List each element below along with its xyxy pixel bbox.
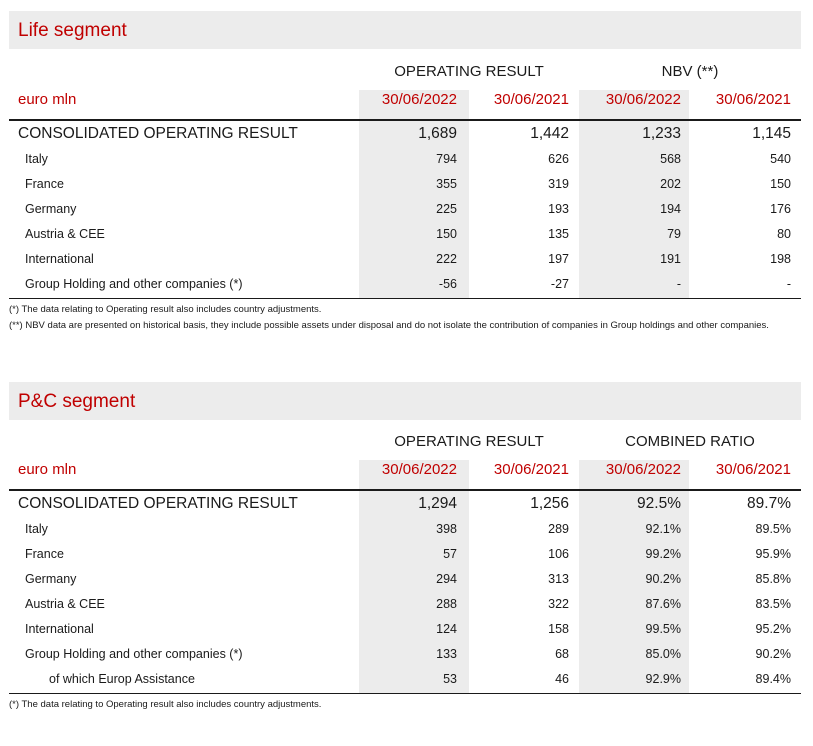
- row-label: International: [25, 622, 94, 636]
- pc-group-operating-result: OPERATING RESULT: [394, 433, 544, 450]
- value-cell: 319: [548, 177, 569, 191]
- value-cell: 57: [443, 547, 457, 561]
- table-row: [9, 221, 801, 246]
- value-cell: 225: [436, 202, 457, 216]
- value-cell: 150: [770, 177, 791, 191]
- value-cell: 289: [548, 522, 569, 536]
- value-cell: 1,442: [530, 125, 569, 142]
- value-cell: 568: [660, 152, 681, 166]
- table-row: [9, 271, 801, 296]
- value-cell: 79: [667, 227, 681, 241]
- value-cell: 92.9%: [645, 672, 681, 686]
- value-cell: 197: [548, 252, 569, 266]
- value-cell: 198: [770, 252, 791, 266]
- life-date-header: 30/06/2021: [715, 91, 791, 108]
- life-group-operating-result: OPERATING RESULT: [394, 63, 544, 80]
- value-cell: -27: [550, 277, 569, 291]
- table-row: [9, 516, 801, 541]
- pc-date-header: 30/06/2021: [493, 461, 569, 478]
- value-cell: 794: [436, 152, 457, 166]
- value-cell: 135: [548, 227, 569, 241]
- pc-unit-label: euro mln: [18, 461, 77, 478]
- value-cell: 294: [436, 572, 457, 586]
- row-label: Group Holding and other companies (*): [25, 277, 243, 291]
- value-cell: 80: [777, 227, 791, 241]
- life-date-header: 30/06/2021: [493, 91, 569, 108]
- value-cell: 53: [443, 672, 457, 686]
- value-cell: 83.5%: [755, 597, 791, 611]
- table-row: [9, 246, 801, 271]
- value-cell: 106: [548, 547, 569, 561]
- value-cell: -: [786, 277, 791, 291]
- life-unit-label: euro mln: [18, 91, 77, 108]
- value-cell: 176: [770, 202, 791, 216]
- table-row: [9, 591, 801, 616]
- value-cell: 322: [548, 597, 569, 611]
- value-cell: 1,294: [418, 495, 457, 512]
- value-cell: -: [676, 277, 681, 291]
- pc-footnote: (*) The data relating to Operating result also includes country adjustments.: [9, 699, 322, 710]
- value-cell: 355: [436, 177, 457, 191]
- value-cell: 68: [555, 647, 569, 661]
- value-cell: 626: [548, 152, 569, 166]
- value-cell: 85.0%: [645, 647, 681, 661]
- value-cell: 95.2%: [755, 622, 791, 636]
- value-cell: 124: [436, 622, 457, 636]
- value-cell: 288: [436, 597, 457, 611]
- value-cell: 99.2%: [645, 547, 681, 561]
- value-cell: -56: [438, 277, 457, 291]
- row-label: Group Holding and other companies (*): [25, 647, 243, 661]
- row-label: France: [25, 547, 64, 561]
- value-cell: 150: [436, 227, 457, 241]
- value-cell: 92.1%: [645, 522, 681, 536]
- life-segment-banner: [9, 11, 801, 49]
- value-cell: 46: [555, 672, 569, 686]
- row-label: International: [25, 252, 94, 266]
- life-segment-section: [9, 11, 801, 351]
- pc-segment-section: [9, 382, 801, 722]
- value-cell: 193: [548, 202, 569, 216]
- table-row: [9, 666, 801, 691]
- value-cell: 1,256: [530, 495, 569, 512]
- row-label: of which Europ Assistance: [49, 672, 195, 686]
- value-cell: 90.2%: [645, 572, 681, 586]
- value-cell: 222: [436, 252, 457, 266]
- life-date-header: 30/06/2022: [605, 91, 681, 108]
- value-cell: 92.5%: [637, 495, 681, 512]
- pc-segment-banner: [9, 382, 801, 420]
- value-cell: 89.5%: [755, 522, 791, 536]
- pc-segment-title: P&C segment: [18, 391, 136, 412]
- pc-bottom-rule: [9, 693, 801, 694]
- value-cell: 90.2%: [755, 647, 791, 661]
- table-row: [9, 616, 801, 641]
- value-cell: 191: [660, 252, 681, 266]
- pc-group-combined-ratio: COMBINED RATIO: [625, 433, 755, 450]
- life-date-header: 30/06/2022: [381, 91, 457, 108]
- value-cell: 87.6%: [645, 597, 681, 611]
- row-label: Italy: [25, 152, 48, 166]
- table-row: [9, 146, 801, 171]
- value-cell: 89.7%: [747, 495, 791, 512]
- row-label: Italy: [25, 522, 48, 536]
- row-label: CONSOLIDATED OPERATING RESULT: [18, 495, 298, 512]
- life-group-nbv: NBV (**): [661, 63, 719, 80]
- life-footnote: (**) NBV data are presented on historical basis, they include possible assets under disposal and do not isolate the contribution of companies in Group holdings and other companies.: [9, 320, 769, 331]
- life-segment-title: Life segment: [18, 20, 127, 41]
- table-row: [9, 566, 801, 591]
- table-row: [9, 541, 801, 566]
- value-cell: 398: [436, 522, 457, 536]
- pc-total-row: [9, 491, 801, 516]
- row-label: Austria & CEE: [25, 597, 105, 611]
- value-cell: 313: [548, 572, 569, 586]
- pc-date-header: 30/06/2022: [381, 461, 457, 478]
- life-bottom-rule: [9, 298, 801, 299]
- life-footnote: (*) The data relating to Operating result also includes country adjustments.: [9, 304, 322, 315]
- value-cell: 158: [548, 622, 569, 636]
- value-cell: 202: [660, 177, 681, 191]
- row-label: Germany: [25, 572, 77, 586]
- value-cell: 1,689: [418, 125, 457, 142]
- table-row: [9, 171, 801, 196]
- table-row: [9, 196, 801, 221]
- pc-date-header: 30/06/2021: [715, 461, 791, 478]
- value-cell: 95.9%: [755, 547, 791, 561]
- value-cell: 194: [660, 202, 681, 216]
- row-label: Germany: [25, 202, 77, 216]
- life-total-row: [9, 121, 801, 146]
- row-label: CONSOLIDATED OPERATING RESULT: [18, 125, 298, 142]
- table-row: [9, 641, 801, 666]
- pc-date-header: 30/06/2022: [605, 461, 681, 478]
- value-cell: 89.4%: [755, 672, 791, 686]
- row-label: France: [25, 177, 64, 191]
- value-cell: 1,145: [752, 125, 791, 142]
- value-cell: 133: [436, 647, 457, 661]
- value-cell: 85.8%: [755, 572, 791, 586]
- value-cell: 540: [770, 152, 791, 166]
- row-label: Austria & CEE: [25, 227, 105, 241]
- value-cell: 99.5%: [645, 622, 681, 636]
- value-cell: 1,233: [642, 125, 681, 142]
